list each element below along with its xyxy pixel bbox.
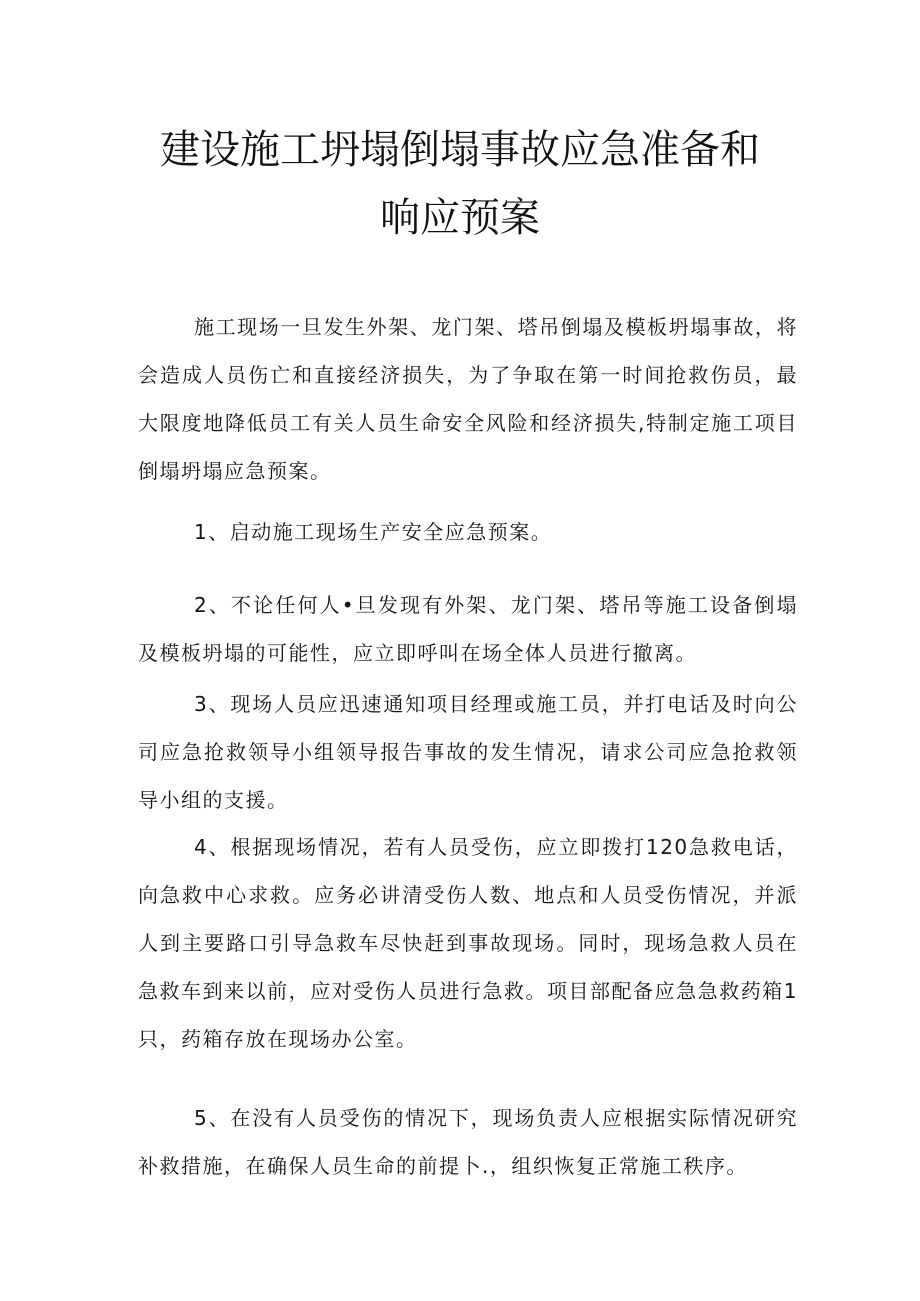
step-3-paragraph: 3、现场人员应迅速通知项目经理或施工员，并打电话及时向公司应急抢救领导小组领导报告事故的发生情况，请求公司应急抢救领导小组的支援。 xyxy=(138,692,798,812)
step-5-paragraph: 5、在没有人员受伤的情况下，现场负责人应根据实际情况研究补救措施，在确保人员生命的前提卜.，组织恢复正常施工秩序。 xyxy=(138,1106,798,1178)
step-2-paragraph: 2、不论任何人•旦发现有外架、龙门架、塔吊等施工设备倒塌及模板坍塌的可能性，应立即呼叫在场全体人员进行撤离。 xyxy=(138,593,798,665)
document-title-line-2: 响应预案 xyxy=(380,195,540,241)
intro-paragraph: 施工现场一旦发生外架、龙门架、塔吊倒塌及模板坍塌事故，将会造成人员伤亡和直接经济损失，为了争取在第一时间抢救伤员，最大限度地降低员工有关人员生命安全风险和经济损失,特制定施工项目倒塌坍塌应急预案。 xyxy=(138,315,798,483)
step-4-paragraph: 4、根据现场情况，若有人员受伤，应立即拨打120急救电话，向急救中心求救。应务必讲清受伤人数、地点和人员受伤情况，并派人到主要路口引导急救车尽快赶到事故现场。同时，现场急救人员在急救车到来以前，应对受伤人员进行急救。项目部配备应急急救药箱1只，药箱存放在现场办公室。 xyxy=(138,835,798,1051)
document-title-line-1: 建设施工坍塌倒塌事故应急准备和 xyxy=(160,127,760,173)
step-1-paragraph: 1、启动施工现场生产安全应急预案。 xyxy=(194,520,553,544)
